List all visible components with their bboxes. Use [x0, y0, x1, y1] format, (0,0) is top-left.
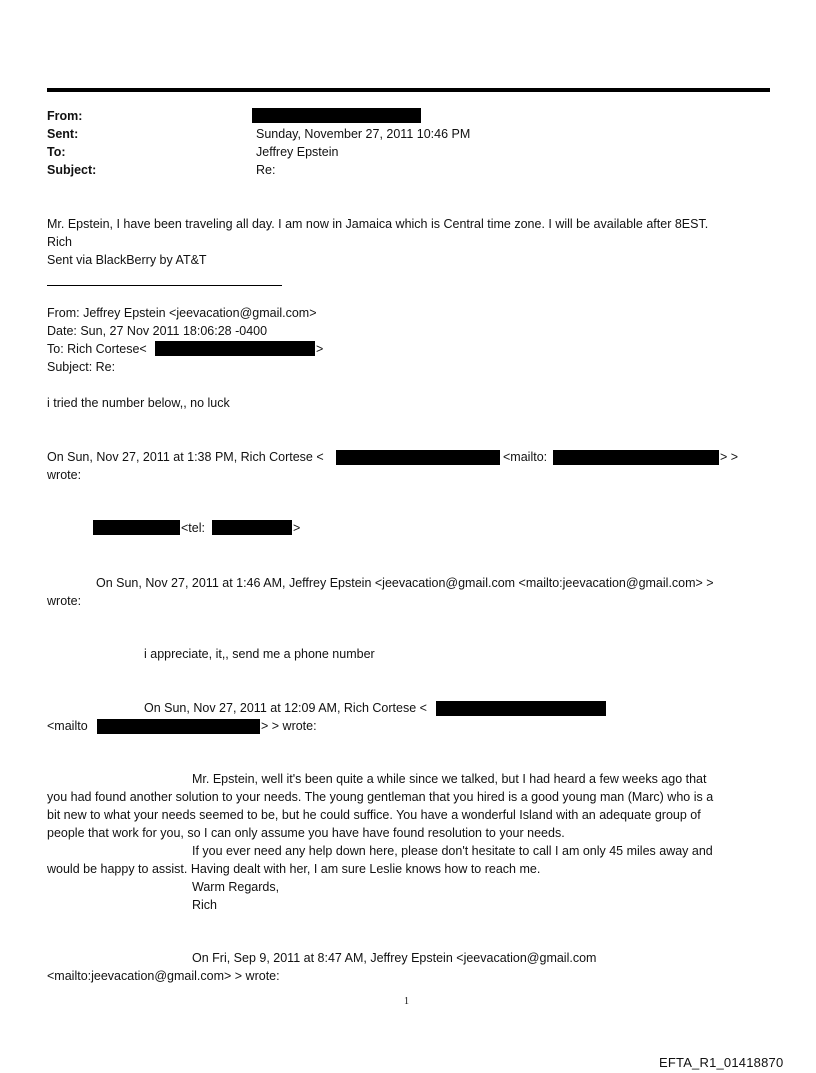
- quoted3-header: On Sun, Nov 27, 2011 at 1:46 AM, Jeffrey Epstein <jeevacation@gmail.com <mailto:jeevacation@gmail.com> >: [96, 576, 714, 590]
- quoted4-closing: Warm Regards,: [192, 880, 280, 894]
- to-value: Jeffrey Epstein: [256, 145, 339, 159]
- quoted1-to-suffix: >: [316, 342, 324, 356]
- reply-separator: [47, 285, 282, 286]
- quoted4-wrote: > > wrote:: [261, 719, 317, 733]
- quoted1-subject: Subject: Re:: [47, 360, 116, 374]
- redaction-from: [252, 108, 421, 123]
- quoted3-wrote: wrote:: [47, 594, 82, 608]
- header-rule: [47, 88, 770, 92]
- quoted1-from: From: Jeffrey Epstein <jeevacation@gmail.com>: [47, 306, 317, 320]
- redaction-quoted2-email: [336, 450, 500, 465]
- page-number: 1: [404, 996, 409, 1007]
- to-label: To:: [47, 145, 66, 159]
- reply-signature: Rich: [47, 235, 73, 249]
- quoted3-body: i appreciate, it,, send me a phone number: [144, 647, 375, 661]
- reply-body: Mr. Epstein, I have been traveling all day. I am now in Jamaica which is Central time zone. I will be available after 8EST.: [47, 217, 709, 231]
- quoted4-para2-line1: If you ever need any help down here, please don't hesitate to call I am only 45 miles away and: [192, 844, 713, 858]
- quoted2-header-prefix: On Sun, Nov 27, 2011 at 1:38 PM, Rich Cortese <: [47, 450, 324, 464]
- redaction-quoted2-mailto: [553, 450, 719, 465]
- quoted1-to-prefix: To: Rich Cortese<: [47, 342, 147, 356]
- quoted1-body: i tried the number below,, no luck: [47, 396, 230, 410]
- quoted2-header-end: > >: [720, 450, 739, 464]
- quoted5-header: On Fri, Sep 9, 2011 at 8:47 AM, Jeffrey Epstein <jeevacation@gmail.com: [192, 951, 597, 965]
- redaction-quoted1-to: [155, 341, 315, 356]
- from-label: From:: [47, 109, 83, 123]
- quoted4-para1-line2: you had found another solution to your needs. The young gentleman that you hired is a good young man (Marc) who is a: [47, 790, 714, 804]
- quoted2-wrote: wrote:: [47, 468, 82, 482]
- quoted1-date: Date: Sun, 27 Nov 2011 18:06:28 -0400: [47, 324, 268, 338]
- quoted4-header-prefix: On Sun, Nov 27, 2011 at 12:09 AM, Rich Cortese <: [144, 701, 427, 715]
- quoted5-line2: <mailto:jeevacation@gmail.com> > wrote:: [47, 969, 280, 983]
- redaction-quoted4-email: [436, 701, 606, 716]
- quoted4-mailto: <mailto: [47, 719, 88, 733]
- sent-label: Sent:: [47, 127, 79, 141]
- quoted4-para2-line2: would be happy to assist. Having dealt with her, I am sure Leslie knows how to reach me.: [47, 862, 541, 876]
- sent-value: Sunday, November 27, 2011 10:46 PM: [256, 127, 471, 141]
- redaction-quoted2-phone: [93, 520, 180, 535]
- quoted4-para1-line1: Mr. Epstein, well it's been quite a while since we talked, but I had heard a few weeks ago that: [192, 772, 707, 786]
- file-id: EFTA_R1_01418870: [659, 1055, 784, 1070]
- quoted4-signature: Rich: [192, 898, 218, 912]
- quoted2-tel-prefix: <tel:: [181, 521, 205, 535]
- quoted2-tel-suffix: >: [293, 521, 301, 535]
- redaction-quoted4-mailto: [97, 719, 260, 734]
- quoted4-para1-line4: people that work for you, so I can only assume you have have found resolution to your needs.: [47, 826, 565, 840]
- subject-label: Subject:: [47, 163, 97, 177]
- quoted2-mailto: <mailto:: [503, 450, 548, 464]
- reply-sent-via: Sent via BlackBerry by AT&T: [47, 253, 207, 267]
- subject-value: Re:: [256, 163, 276, 177]
- quoted4-para1-line3: bit new to what your needs seemed to be, but he could suffice. You have a wonderful Island with an adequate group of: [47, 808, 701, 822]
- redaction-quoted2-tel: [212, 520, 292, 535]
